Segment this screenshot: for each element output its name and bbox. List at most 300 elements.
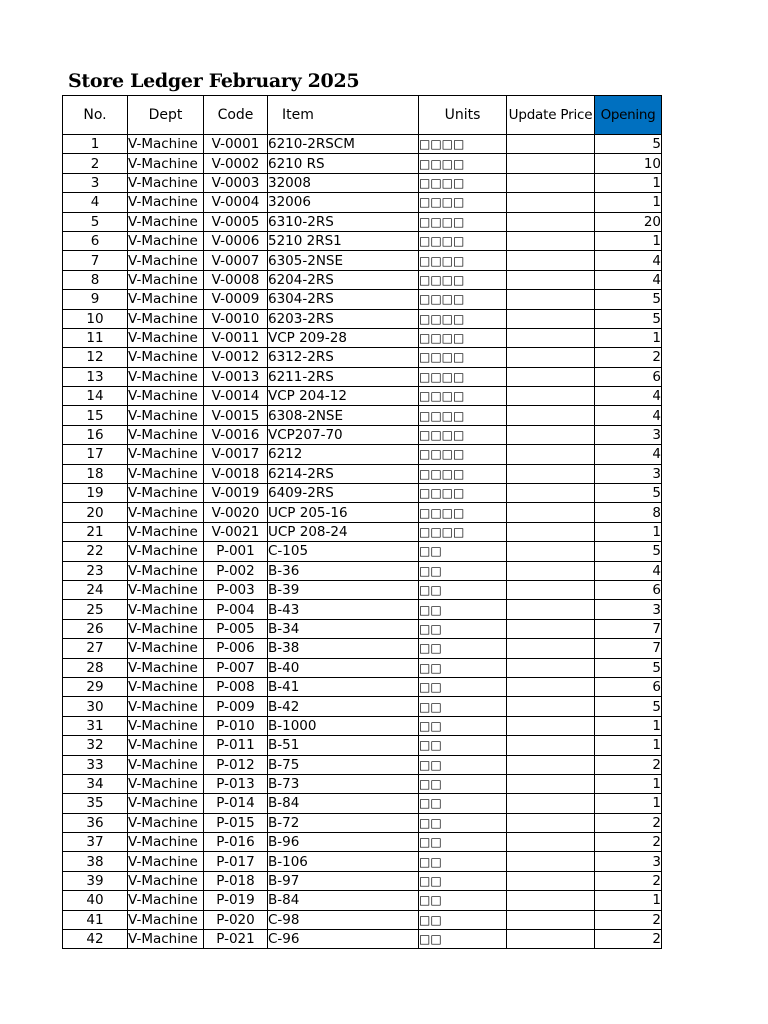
cell-dept[interactable]: V-Machine [128, 251, 204, 270]
cell-dept[interactable]: V-Machine [128, 135, 204, 154]
cell-update-price[interactable] [507, 619, 595, 638]
cell-code[interactable]: V-0015 [204, 406, 268, 425]
cell-update-price[interactable] [507, 910, 595, 929]
cell-dept[interactable]: V-Machine [128, 794, 204, 813]
cell-code[interactable]: P-020 [204, 910, 268, 929]
cell-code[interactable]: V-0002 [204, 154, 268, 173]
cell-item[interactable]: C-105 [268, 542, 419, 561]
cell-units[interactable]: □□□□ [419, 193, 507, 212]
cell-code[interactable]: P-005 [204, 619, 268, 638]
cell-units[interactable]: □□ [419, 677, 507, 696]
cell-units[interactable]: □□ [419, 930, 507, 949]
cell-no[interactable]: 29 [63, 677, 128, 696]
cell-code[interactable]: V-0007 [204, 251, 268, 270]
cell-update-price[interactable] [507, 639, 595, 658]
cell-no[interactable]: 37 [63, 833, 128, 852]
cell-dept[interactable]: V-Machine [128, 600, 204, 619]
cell-code[interactable]: V-0017 [204, 445, 268, 464]
cell-code[interactable]: P-018 [204, 871, 268, 890]
cell-dept[interactable]: V-Machine [128, 425, 204, 444]
cell-update-price[interactable] [507, 464, 595, 483]
cell-no[interactable]: 23 [63, 561, 128, 580]
cell-units[interactable]: □□ [419, 736, 507, 755]
cell-units[interactable]: □□ [419, 891, 507, 910]
cell-code[interactable]: V-0016 [204, 425, 268, 444]
cell-item[interactable]: B-1000 [268, 716, 419, 735]
cell-units[interactable]: □□□□ [419, 425, 507, 444]
cell-update-price[interactable] [507, 580, 595, 599]
cell-code[interactable]: P-001 [204, 542, 268, 561]
cell-code[interactable]: V-0011 [204, 328, 268, 347]
cell-opening[interactable]: 1 [595, 328, 662, 347]
cell-update-price[interactable] [507, 677, 595, 696]
cell-opening[interactable]: 20 [595, 212, 662, 231]
cell-update-price[interactable] [507, 716, 595, 735]
cell-code[interactable]: P-004 [204, 600, 268, 619]
cell-units[interactable]: □□□□ [419, 135, 507, 154]
cell-opening[interactable]: 1 [595, 193, 662, 212]
cell-no[interactable]: 17 [63, 445, 128, 464]
cell-no[interactable]: 26 [63, 619, 128, 638]
cell-no[interactable]: 35 [63, 794, 128, 813]
cell-units[interactable]: □□ [419, 910, 507, 929]
cell-code[interactable]: P-007 [204, 658, 268, 677]
cell-opening[interactable]: 6 [595, 367, 662, 386]
cell-code[interactable]: P-009 [204, 697, 268, 716]
cell-opening[interactable]: 6 [595, 677, 662, 696]
cell-no[interactable]: 24 [63, 580, 128, 599]
cell-code[interactable]: P-019 [204, 891, 268, 910]
cell-units[interactable]: □□□□ [419, 348, 507, 367]
cell-no[interactable]: 41 [63, 910, 128, 929]
cell-no[interactable]: 16 [63, 425, 128, 444]
cell-no[interactable]: 30 [63, 697, 128, 716]
cell-update-price[interactable] [507, 484, 595, 503]
cell-item[interactable]: B-42 [268, 697, 419, 716]
cell-no[interactable]: 12 [63, 348, 128, 367]
cell-update-price[interactable] [507, 212, 595, 231]
cell-update-price[interactable] [507, 135, 595, 154]
cell-units[interactable]: □□ [419, 542, 507, 561]
cell-opening[interactable]: 3 [595, 852, 662, 871]
cell-item[interactable]: B-97 [268, 871, 419, 890]
cell-item[interactable]: 6211-2RS [268, 367, 419, 386]
cell-no[interactable]: 11 [63, 328, 128, 347]
cell-update-price[interactable] [507, 173, 595, 192]
cell-no[interactable]: 1 [63, 135, 128, 154]
cell-code[interactable]: P-010 [204, 716, 268, 735]
cell-update-price[interactable] [507, 658, 595, 677]
cell-opening[interactable]: 3 [595, 464, 662, 483]
cell-code[interactable]: P-012 [204, 755, 268, 774]
cell-units[interactable]: □□□□ [419, 367, 507, 386]
cell-units[interactable]: □□ [419, 580, 507, 599]
cell-code[interactable]: V-0003 [204, 173, 268, 192]
cell-no[interactable]: 42 [63, 930, 128, 949]
cell-dept[interactable]: V-Machine [128, 852, 204, 871]
cell-code[interactable]: P-014 [204, 794, 268, 813]
cell-item[interactable]: 6308-2NSE [268, 406, 419, 425]
cell-units[interactable]: □□□□ [419, 445, 507, 464]
cell-no[interactable]: 38 [63, 852, 128, 871]
cell-no[interactable]: 25 [63, 600, 128, 619]
cell-no[interactable]: 4 [63, 193, 128, 212]
cell-units[interactable]: □□□□ [419, 251, 507, 270]
cell-dept[interactable]: V-Machine [128, 387, 204, 406]
cell-code[interactable]: V-0013 [204, 367, 268, 386]
cell-opening[interactable]: 5 [595, 542, 662, 561]
cell-item[interactable]: 5210 2RS1 [268, 231, 419, 250]
cell-update-price[interactable] [507, 794, 595, 813]
cell-code[interactable]: P-003 [204, 580, 268, 599]
cell-item[interactable]: B-36 [268, 561, 419, 580]
cell-update-price[interactable] [507, 406, 595, 425]
cell-code[interactable]: V-0001 [204, 135, 268, 154]
cell-opening[interactable]: 7 [595, 639, 662, 658]
cell-item[interactable]: 6409-2RS [268, 484, 419, 503]
cell-no[interactable]: 21 [63, 522, 128, 541]
cell-units[interactable]: □□□□ [419, 309, 507, 328]
cell-update-price[interactable] [507, 193, 595, 212]
cell-units[interactable]: □□ [419, 813, 507, 832]
cell-units[interactable]: □□□□ [419, 387, 507, 406]
cell-update-price[interactable] [507, 736, 595, 755]
cell-item[interactable]: 6210-2RSCM [268, 135, 419, 154]
cell-no[interactable]: 8 [63, 270, 128, 289]
cell-no[interactable]: 34 [63, 774, 128, 793]
cell-code[interactable]: V-0009 [204, 290, 268, 309]
cell-units[interactable]: □□ [419, 658, 507, 677]
cell-update-price[interactable] [507, 755, 595, 774]
cell-opening[interactable]: 2 [595, 833, 662, 852]
cell-units[interactable]: □□ [419, 871, 507, 890]
cell-no[interactable]: 15 [63, 406, 128, 425]
cell-units[interactable]: □□□□ [419, 484, 507, 503]
cell-dept[interactable]: V-Machine [128, 542, 204, 561]
cell-units[interactable]: □□□□ [419, 270, 507, 289]
cell-opening[interactable]: 2 [595, 755, 662, 774]
cell-update-price[interactable] [507, 290, 595, 309]
cell-dept[interactable]: V-Machine [128, 484, 204, 503]
cell-item[interactable]: 6310-2RS [268, 212, 419, 231]
cell-update-price[interactable] [507, 930, 595, 949]
cell-update-price[interactable] [507, 542, 595, 561]
cell-item[interactable]: B-96 [268, 833, 419, 852]
cell-update-price[interactable] [507, 154, 595, 173]
cell-code[interactable]: V-0008 [204, 270, 268, 289]
cell-units[interactable]: □□□□ [419, 522, 507, 541]
cell-item[interactable]: 6304-2RS [268, 290, 419, 309]
cell-opening[interactable]: 1 [595, 774, 662, 793]
cell-dept[interactable]: V-Machine [128, 212, 204, 231]
cell-dept[interactable]: V-Machine [128, 173, 204, 192]
cell-item[interactable]: B-73 [268, 774, 419, 793]
cell-update-price[interactable] [507, 833, 595, 852]
cell-opening[interactable]: 2 [595, 813, 662, 832]
cell-item[interactable]: 6210 RS [268, 154, 419, 173]
cell-no[interactable]: 13 [63, 367, 128, 386]
cell-opening[interactable]: 1 [595, 794, 662, 813]
cell-opening[interactable]: 4 [595, 561, 662, 580]
cell-dept[interactable]: V-Machine [128, 270, 204, 289]
cell-no[interactable]: 3 [63, 173, 128, 192]
cell-code[interactable]: V-0004 [204, 193, 268, 212]
header-units[interactable]: Units [419, 96, 507, 135]
cell-update-price[interactable] [507, 251, 595, 270]
cell-no[interactable]: 14 [63, 387, 128, 406]
cell-no[interactable]: 2 [63, 154, 128, 173]
cell-no[interactable]: 33 [63, 755, 128, 774]
cell-update-price[interactable] [507, 367, 595, 386]
header-no[interactable]: No. [63, 96, 128, 135]
cell-dept[interactable]: V-Machine [128, 910, 204, 929]
cell-item[interactable]: 6212 [268, 445, 419, 464]
header-item[interactable]: Item [268, 96, 419, 135]
cell-no[interactable]: 22 [63, 542, 128, 561]
cell-units[interactable]: □□ [419, 561, 507, 580]
cell-no[interactable]: 32 [63, 736, 128, 755]
cell-opening[interactable]: 4 [595, 406, 662, 425]
cell-update-price[interactable] [507, 445, 595, 464]
cell-opening[interactable]: 4 [595, 445, 662, 464]
cell-dept[interactable]: V-Machine [128, 580, 204, 599]
cell-dept[interactable]: V-Machine [128, 833, 204, 852]
cell-update-price[interactable] [507, 852, 595, 871]
header-opening[interactable]: Opening [595, 96, 662, 135]
cell-item[interactable]: UCP 208-24 [268, 522, 419, 541]
cell-update-price[interactable] [507, 348, 595, 367]
cell-dept[interactable]: V-Machine [128, 464, 204, 483]
cell-item[interactable]: 6305-2NSE [268, 251, 419, 270]
cell-item[interactable]: VCP 209-28 [268, 328, 419, 347]
cell-no[interactable]: 7 [63, 251, 128, 270]
cell-code[interactable]: V-0014 [204, 387, 268, 406]
cell-update-price[interactable] [507, 600, 595, 619]
cell-code[interactable]: V-0010 [204, 309, 268, 328]
cell-dept[interactable]: V-Machine [128, 619, 204, 638]
cell-dept[interactable]: V-Machine [128, 406, 204, 425]
cell-opening[interactable]: 5 [595, 697, 662, 716]
cell-units[interactable]: □□ [419, 755, 507, 774]
cell-opening[interactable]: 4 [595, 270, 662, 289]
cell-opening[interactable]: 5 [595, 290, 662, 309]
cell-item[interactable]: B-75 [268, 755, 419, 774]
cell-opening[interactable]: 7 [595, 619, 662, 638]
cell-opening[interactable]: 5 [595, 658, 662, 677]
cell-update-price[interactable] [507, 561, 595, 580]
cell-dept[interactable]: V-Machine [128, 736, 204, 755]
cell-item[interactable]: B-41 [268, 677, 419, 696]
cell-opening[interactable]: 1 [595, 891, 662, 910]
cell-item[interactable]: B-43 [268, 600, 419, 619]
cell-dept[interactable]: V-Machine [128, 716, 204, 735]
cell-opening[interactable]: 6 [595, 580, 662, 599]
cell-units[interactable]: □□□□ [419, 328, 507, 347]
header-code[interactable]: Code [204, 96, 268, 135]
cell-dept[interactable]: V-Machine [128, 891, 204, 910]
cell-update-price[interactable] [507, 522, 595, 541]
cell-update-price[interactable] [507, 309, 595, 328]
cell-opening[interactable]: 2 [595, 910, 662, 929]
cell-units[interactable]: □□ [419, 697, 507, 716]
cell-no[interactable]: 39 [63, 871, 128, 890]
cell-no[interactable]: 36 [63, 813, 128, 832]
cell-opening[interactable]: 10 [595, 154, 662, 173]
cell-no[interactable]: 10 [63, 309, 128, 328]
cell-units[interactable]: □□ [419, 600, 507, 619]
cell-units[interactable]: □□ [419, 639, 507, 658]
cell-opening[interactable]: 1 [595, 522, 662, 541]
cell-dept[interactable]: V-Machine [128, 561, 204, 580]
cell-opening[interactable]: 5 [595, 135, 662, 154]
cell-item[interactable]: UCP 205-16 [268, 503, 419, 522]
cell-dept[interactable]: V-Machine [128, 774, 204, 793]
cell-update-price[interactable] [507, 231, 595, 250]
cell-item[interactable]: B-51 [268, 736, 419, 755]
cell-item[interactable]: B-34 [268, 619, 419, 638]
cell-code[interactable]: P-013 [204, 774, 268, 793]
cell-update-price[interactable] [507, 871, 595, 890]
cell-no[interactable]: 20 [63, 503, 128, 522]
cell-update-price[interactable] [507, 387, 595, 406]
cell-code[interactable]: P-017 [204, 852, 268, 871]
cell-item[interactable]: 6312-2RS [268, 348, 419, 367]
cell-opening[interactable]: 8 [595, 503, 662, 522]
cell-item[interactable]: B-84 [268, 794, 419, 813]
cell-update-price[interactable] [507, 503, 595, 522]
cell-dept[interactable]: V-Machine [128, 231, 204, 250]
cell-code[interactable]: P-002 [204, 561, 268, 580]
cell-dept[interactable]: V-Machine [128, 658, 204, 677]
cell-dept[interactable]: V-Machine [128, 348, 204, 367]
cell-item[interactable]: 6214-2RS [268, 464, 419, 483]
cell-item[interactable]: VCP207-70 [268, 425, 419, 444]
cell-units[interactable]: □□□□ [419, 212, 507, 231]
cell-units[interactable]: □□ [419, 794, 507, 813]
cell-opening[interactable]: 4 [595, 387, 662, 406]
cell-units[interactable]: □□□□ [419, 503, 507, 522]
cell-item[interactable]: VCP 204-12 [268, 387, 419, 406]
cell-update-price[interactable] [507, 774, 595, 793]
cell-update-price[interactable] [507, 813, 595, 832]
cell-code[interactable]: V-0021 [204, 522, 268, 541]
cell-units[interactable]: □□□□ [419, 173, 507, 192]
cell-update-price[interactable] [507, 697, 595, 716]
cell-opening[interactable]: 2 [595, 871, 662, 890]
cell-opening[interactable]: 1 [595, 716, 662, 735]
cell-opening[interactable]: 2 [595, 930, 662, 949]
cell-code[interactable]: P-011 [204, 736, 268, 755]
cell-update-price[interactable] [507, 328, 595, 347]
cell-item[interactable]: 32008 [268, 173, 419, 192]
cell-item[interactable]: B-39 [268, 580, 419, 599]
cell-item[interactable]: B-84 [268, 891, 419, 910]
cell-code[interactable]: V-0019 [204, 484, 268, 503]
cell-item[interactable]: 32006 [268, 193, 419, 212]
cell-update-price[interactable] [507, 425, 595, 444]
cell-no[interactable]: 5 [63, 212, 128, 231]
cell-item[interactable]: C-96 [268, 930, 419, 949]
cell-opening[interactable]: 4 [595, 251, 662, 270]
cell-dept[interactable]: V-Machine [128, 522, 204, 541]
cell-units[interactable]: □□□□ [419, 154, 507, 173]
cell-no[interactable]: 28 [63, 658, 128, 677]
cell-item[interactable]: B-40 [268, 658, 419, 677]
cell-dept[interactable]: V-Machine [128, 930, 204, 949]
cell-opening[interactable]: 5 [595, 484, 662, 503]
cell-update-price[interactable] [507, 270, 595, 289]
cell-dept[interactable]: V-Machine [128, 367, 204, 386]
cell-dept[interactable]: V-Machine [128, 309, 204, 328]
cell-code[interactable]: P-021 [204, 930, 268, 949]
cell-no[interactable]: 9 [63, 290, 128, 309]
cell-item[interactable]: B-72 [268, 813, 419, 832]
cell-units[interactable]: □□□□ [419, 464, 507, 483]
cell-units[interactable]: □□ [419, 619, 507, 638]
cell-units[interactable]: □□□□ [419, 231, 507, 250]
cell-opening[interactable]: 2 [595, 348, 662, 367]
cell-units[interactable]: □□ [419, 774, 507, 793]
cell-item[interactable]: 6204-2RS [268, 270, 419, 289]
cell-opening[interactable]: 3 [595, 425, 662, 444]
cell-no[interactable]: 6 [63, 231, 128, 250]
cell-units[interactable]: □□□□ [419, 406, 507, 425]
cell-opening[interactable]: 3 [595, 600, 662, 619]
cell-code[interactable]: P-006 [204, 639, 268, 658]
cell-code[interactable]: P-016 [204, 833, 268, 852]
cell-no[interactable]: 19 [63, 484, 128, 503]
cell-opening[interactable]: 5 [595, 309, 662, 328]
cell-code[interactable]: V-0020 [204, 503, 268, 522]
header-dept[interactable]: Dept [128, 96, 204, 135]
cell-no[interactable]: 31 [63, 716, 128, 735]
cell-dept[interactable]: V-Machine [128, 677, 204, 696]
cell-code[interactable]: V-0005 [204, 212, 268, 231]
cell-dept[interactable]: V-Machine [128, 193, 204, 212]
cell-units[interactable]: □□□□ [419, 290, 507, 309]
cell-code[interactable]: V-0006 [204, 231, 268, 250]
cell-dept[interactable]: V-Machine [128, 328, 204, 347]
cell-dept[interactable]: V-Machine [128, 445, 204, 464]
cell-item[interactable]: B-38 [268, 639, 419, 658]
cell-opening[interactable]: 1 [595, 173, 662, 192]
cell-dept[interactable]: V-Machine [128, 639, 204, 658]
cell-units[interactable]: □□ [419, 833, 507, 852]
cell-no[interactable]: 40 [63, 891, 128, 910]
cell-opening[interactable]: 1 [595, 736, 662, 755]
cell-no[interactable]: 18 [63, 464, 128, 483]
cell-dept[interactable]: V-Machine [128, 871, 204, 890]
cell-dept[interactable]: V-Machine [128, 813, 204, 832]
cell-code[interactable]: P-008 [204, 677, 268, 696]
cell-code[interactable]: V-0018 [204, 464, 268, 483]
cell-update-price[interactable] [507, 891, 595, 910]
cell-dept[interactable]: V-Machine [128, 755, 204, 774]
cell-opening[interactable]: 1 [595, 231, 662, 250]
cell-units[interactable]: □□ [419, 852, 507, 871]
cell-item[interactable]: B-106 [268, 852, 419, 871]
cell-dept[interactable]: V-Machine [128, 503, 204, 522]
header-update-price[interactable]: Update Price [507, 96, 595, 135]
cell-no[interactable]: 27 [63, 639, 128, 658]
cell-item[interactable]: 6203-2RS [268, 309, 419, 328]
cell-units[interactable]: □□ [419, 716, 507, 735]
cell-dept[interactable]: V-Machine [128, 154, 204, 173]
cell-dept[interactable]: V-Machine [128, 290, 204, 309]
cell-code[interactable]: P-015 [204, 813, 268, 832]
cell-item[interactable]: C-98 [268, 910, 419, 929]
cell-dept[interactable]: V-Machine [128, 697, 204, 716]
